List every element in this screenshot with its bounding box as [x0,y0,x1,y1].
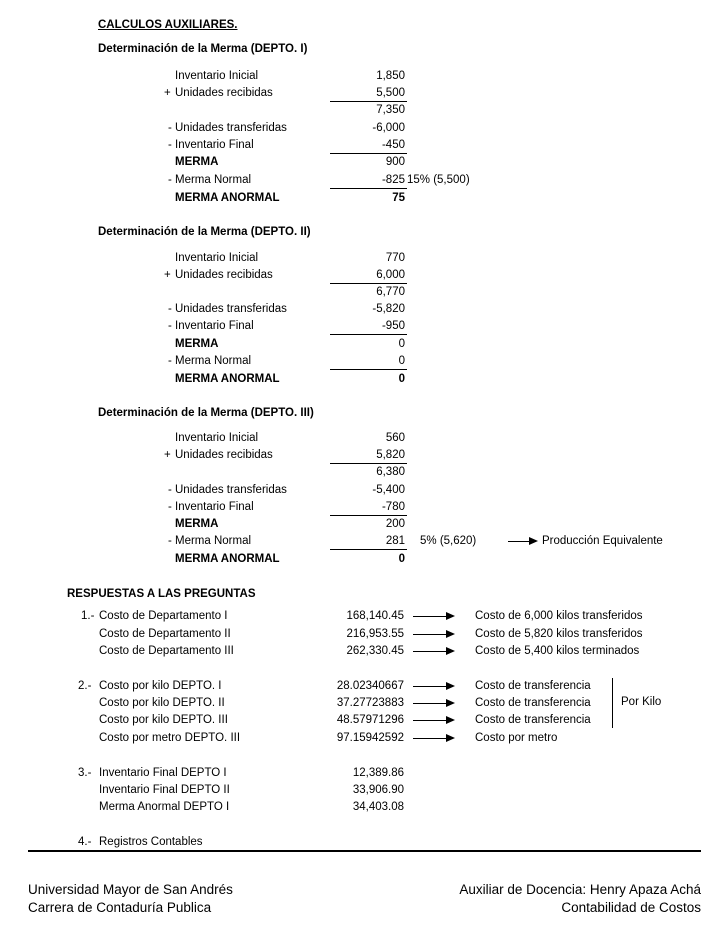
row-label: Unidades recibidas [175,449,273,461]
right-arrow-icon [413,634,453,635]
question-number: 1.- [81,610,95,622]
answers-heading: RESPUESTAS A LAS PREGUNTAS [67,588,256,600]
answer-value: 12,389.86 [352,767,404,779]
sum-line [330,549,407,550]
row-op: - [168,139,172,151]
answer-label: Registros Contables [99,836,203,848]
footer-assistant: Auxiliar de Docencia: Henry Apaza Achá [459,882,701,897]
row-value: 1,850 [376,70,405,82]
section-heading-depto-2: Determinación de la Merma (DEPTO. II) [98,226,311,238]
answer-label: Costo por kilo DEPTO. III [99,714,228,726]
answer-desc: Costo de transferencia [475,714,591,726]
row-value: 6,000 [376,269,405,281]
row-op: - [168,320,172,332]
row-value: 0 [398,373,405,385]
row-label: Unidades transferidas [175,122,287,134]
answer-label: Costo por kilo DEPTO. II [99,697,225,709]
row-label: Inventario Inicial [175,432,259,444]
right-arrow-icon [413,686,453,687]
question-number: 4.- [78,836,92,848]
row-value: 770 [385,252,405,264]
row-label: Merma Normal [175,535,252,547]
answer-value: 33,906.90 [352,784,404,796]
right-arrow-icon [413,738,453,739]
row-label: Inventario Inicial [175,70,259,82]
row-value: 5,500 [376,87,405,99]
row-label: MERMA [175,156,219,168]
row-label: Merma Normal [175,174,252,186]
right-arrow-icon [413,720,453,721]
row-value: 75 [392,192,405,204]
footer-university: Universidad Mayor de San Andrés [28,882,233,897]
footer-career: Carrera de Contaduría Publica [28,900,212,915]
row-value: 900 [385,156,405,168]
row-value: -950 [381,320,405,332]
row-label: Unidades transferidas [175,303,287,315]
row-value: -825 [381,174,405,186]
answer-value: 216,953.55 [346,628,404,640]
row-value: -780 [381,501,405,513]
answer-label: Costo de Departamento I [99,610,228,622]
row-label: MERMA ANORMAL [175,553,280,565]
answer-label: Costo por kilo DEPTO. I [99,680,222,692]
sum-line [330,515,407,516]
row-label: Merma Normal [175,355,252,367]
right-arrow-icon [413,703,453,704]
bracket-label: Por Kilo [621,696,662,708]
row-op: - [168,501,172,513]
row-label: Inventario Final [175,139,254,151]
row-note-equivalent: Producción Equivalente [542,535,663,547]
row-value: 5,820 [376,449,405,461]
row-label: Inventario Final [175,501,254,513]
row-value: 0 [398,355,405,367]
row-label: Inventario Final [175,320,254,332]
row-note: 15% (5,500) [407,174,470,186]
row-label: MERMA ANORMAL [175,192,280,204]
bracket-line [612,678,613,728]
row-label: Unidades transferidas [175,484,287,496]
sum-line [330,334,407,335]
answer-label: Costo de Departamento III [99,645,234,657]
answer-value: 28.02340667 [336,680,404,692]
row-label: Unidades recibidas [175,87,273,99]
answer-value: 97.15942592 [336,732,404,744]
answer-value: 262,330.45 [346,645,404,657]
answer-label: Inventario Final DEPTO II [99,784,230,796]
row-value: 0 [398,553,405,565]
answer-label: Inventario Final DEPTO I [99,767,227,779]
row-value: -5,820 [372,303,405,315]
row-value: -6,000 [372,122,405,134]
row-op: - [168,303,172,315]
row-value: 6,770 [376,286,405,298]
sum-line [330,283,407,284]
right-arrow-icon [413,616,453,617]
sum-line [330,101,407,102]
row-op: - [168,355,172,367]
row-value: 560 [385,432,405,444]
answer-value: 34,403.08 [352,801,404,813]
row-label: MERMA [175,338,219,350]
row-value: 200 [385,518,405,530]
row-value: -5,400 [372,484,405,496]
row-label: MERMA ANORMAL [175,373,280,385]
footer-course: Contabilidad de Costos [561,900,701,915]
sum-line [330,153,407,154]
answer-value: 37.27723883 [336,697,404,709]
question-number: 3.- [78,767,92,779]
row-op: - [168,484,172,496]
answer-desc: Costo de transferencia [475,697,591,709]
row-op: - [168,535,172,547]
row-value: 281 [385,535,405,547]
answer-desc: Costo por metro [475,732,558,744]
row-label: MERMA [175,518,219,530]
answer-label: Costo de Departamento II [99,628,231,640]
question-number: 2.- [78,680,92,692]
answer-label: Costo por metro DEPTO. III [99,732,241,744]
row-value: -450 [381,139,405,151]
answer-value: 168,140.45 [346,610,404,622]
row-label: Inventario Inicial [175,252,259,264]
sum-line [330,369,407,370]
row-op: + [164,269,171,281]
answer-desc: Costo de transferencia [475,680,591,692]
row-value: 6,380 [376,466,405,478]
answer-value: 48.57971296 [336,714,404,726]
row-op: + [164,87,171,99]
row-label: Unidades recibidas [175,269,273,281]
answer-label: Merma Anormal DEPTO I [99,801,230,813]
row-op: + [164,449,171,461]
answer-desc: Costo de 5,400 kilos terminados [475,645,640,657]
row-note: 5% (5,620) [420,535,477,547]
section-heading-depto-1: Determinación de la Merma (DEPTO. I) [98,43,308,55]
row-op: - [168,122,172,134]
row-value: 0 [398,338,405,350]
right-arrow-icon [413,651,453,652]
sum-line [330,463,407,464]
answer-desc: Costo de 6,000 kilos transferidos [475,610,643,622]
page-title: CALCULOS AUXILIARES. [98,19,238,31]
footer-divider [28,850,701,852]
row-op: - [168,174,172,186]
row-value: 7,350 [376,104,405,116]
section-heading-depto-3: Determinación de la Merma (DEPTO. III) [98,407,314,419]
answer-desc: Costo de 5,820 kilos transferidos [475,628,643,640]
right-arrow-icon [508,541,536,542]
sum-line [330,188,407,189]
